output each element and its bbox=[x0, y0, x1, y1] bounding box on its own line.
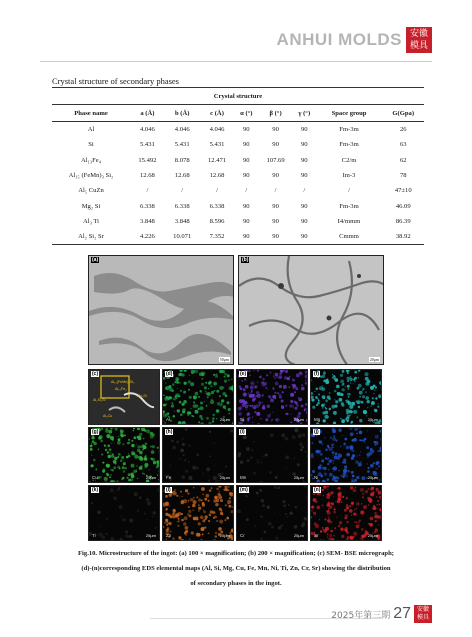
header-divider bbox=[40, 61, 432, 62]
table-cell: / bbox=[146, 187, 149, 195]
eds-map-label: (k) bbox=[92, 487, 99, 493]
eds-map-scalebar: 25μm bbox=[293, 475, 304, 480]
table-row bbox=[52, 153, 424, 168]
footer-logo-bottom: 模具 bbox=[416, 614, 429, 621]
page-number: 27 bbox=[393, 605, 411, 622]
table-cell: 90 bbox=[243, 126, 250, 134]
table-cell: Al₁₃Fe₄ bbox=[80, 156, 102, 164]
panel-b-texture bbox=[239, 256, 384, 365]
eds-element-symbol: Fe bbox=[166, 475, 172, 480]
table-cell: 90 bbox=[272, 217, 279, 225]
table-cell: 7.352 bbox=[200, 229, 235, 245]
sem-annotation-al13fe4: Al₁₃Fe₄ bbox=[115, 387, 127, 391]
panel-a-scalebar: 50μm bbox=[219, 357, 229, 362]
table-cell: Fm-3m bbox=[339, 126, 359, 134]
table-cell: 12.471 bbox=[207, 156, 227, 164]
table-cell: 4.046 bbox=[139, 126, 155, 134]
eds-map-scalebar: 25μm bbox=[145, 475, 156, 480]
eds-map-cr bbox=[236, 485, 308, 541]
table-title: Crystal structure of secondary phases bbox=[52, 76, 179, 86]
sem-annotation-mg2si: Mg₂Si bbox=[137, 394, 147, 398]
eds-map-label: (h) bbox=[166, 429, 173, 435]
table-cell: Fm-3m bbox=[339, 141, 359, 149]
table-row bbox=[52, 214, 424, 229]
eds-map-si bbox=[236, 369, 308, 425]
eds-element-symbol: Ti bbox=[92, 533, 96, 538]
figure-caption-line-1: Fig.10. Microstructure of the ingot: (a) 100 × magnification; (b) 200 × magnification; (c) SEM- BSE micrograph; bbox=[78, 550, 394, 557]
table-cell: 8.078 bbox=[174, 156, 190, 164]
table-cell: Im-3 bbox=[342, 172, 356, 180]
table-cell: Cmmm bbox=[316, 229, 383, 245]
table-cell: 12.68 bbox=[139, 172, 155, 180]
table-cell: 6.338 bbox=[174, 202, 190, 210]
table-cell: Al₃ Ti bbox=[82, 217, 100, 225]
table-cell: 47±10 bbox=[394, 187, 412, 195]
table-cell: 5.431 bbox=[174, 141, 190, 149]
table-cell: 90 bbox=[300, 202, 308, 210]
table-header-row bbox=[52, 105, 424, 122]
table-cell: 90 bbox=[300, 217, 308, 225]
eds-map-label: (f) bbox=[314, 371, 319, 377]
eds-map-scalebar: 25μm bbox=[293, 533, 304, 538]
table-cell: Al₅ CuZn bbox=[78, 187, 104, 195]
table-cell: / bbox=[348, 187, 350, 195]
eds-map-scalebar: 25μm bbox=[145, 533, 156, 538]
eds-map-scalebar: 25μm bbox=[219, 417, 230, 422]
table-cell: / bbox=[181, 187, 184, 195]
table-body bbox=[52, 122, 424, 245]
eds-map-cu bbox=[88, 427, 160, 483]
panel-b-label: (b) bbox=[242, 257, 249, 263]
table-cell: 4.046 bbox=[174, 126, 190, 134]
panel-a-optical-100x bbox=[88, 255, 234, 365]
eds-map-al bbox=[162, 369, 234, 425]
table-cell: 90 bbox=[234, 229, 258, 245]
panel-a-texture bbox=[89, 256, 234, 365]
eds-map-label: (l) bbox=[166, 487, 171, 493]
table-cell: 90 bbox=[272, 202, 279, 210]
table-cell: 12.68 bbox=[209, 172, 225, 180]
table-cell: 90 bbox=[243, 156, 250, 164]
footer-logo bbox=[414, 605, 432, 623]
table-cell: 90 bbox=[272, 126, 279, 134]
table-row bbox=[52, 229, 424, 245]
table-cell: 90 bbox=[258, 229, 293, 245]
eds-map-label: (n) bbox=[314, 487, 321, 493]
table-cell: 5.431 bbox=[209, 141, 225, 149]
table-row bbox=[52, 137, 424, 152]
eds-map-scalebar: 25μm bbox=[219, 475, 230, 480]
table-cell: C2/m bbox=[341, 156, 357, 164]
figure-caption-line-2: (d)-(n)corresponding EDS elemental maps (Al, Si, Mg, Cu, Fe, Mn, Ni, Ti, Zn, Cr, Sr) showing the distribution bbox=[81, 565, 391, 572]
table-cell: 90 bbox=[243, 172, 250, 180]
panel-b-scalebar: 20μm bbox=[369, 357, 379, 362]
column-header: a (Å) bbox=[130, 105, 165, 122]
micrograph-figure bbox=[88, 255, 384, 545]
table-cell: 86.39 bbox=[395, 217, 411, 225]
table-cell: 78 bbox=[399, 172, 407, 180]
eds-element-symbol: Mn bbox=[240, 475, 247, 480]
eds-map-label: (i) bbox=[240, 429, 245, 435]
sem-annotation-al2cu: Al₂Cu bbox=[103, 414, 113, 418]
eds-map-ni bbox=[310, 427, 382, 483]
eds-map-fe bbox=[162, 427, 234, 483]
panel-a-label: (a) bbox=[92, 257, 99, 263]
eds-element-symbol: Si bbox=[240, 417, 245, 422]
eds-map-dots bbox=[237, 486, 308, 540]
table-cell: 90 bbox=[272, 141, 279, 149]
table-cell: 63 bbox=[399, 141, 407, 149]
page-header bbox=[0, 0, 472, 60]
table-cell: 90 bbox=[293, 229, 316, 245]
table-cell: 10.071 bbox=[165, 229, 200, 245]
table-cell: 90 bbox=[243, 217, 250, 225]
table-row bbox=[52, 198, 424, 213]
eds-element-symbol: Mg bbox=[314, 417, 321, 422]
column-header: γ (°) bbox=[293, 105, 316, 122]
sem-annotation-al15femnsi2: Al₁₅(FeMn)₃Si₂ bbox=[111, 380, 135, 384]
table-row bbox=[52, 168, 424, 183]
eds-map-scalebar: 25μm bbox=[367, 417, 378, 422]
table-cell: 12.68 bbox=[174, 172, 190, 180]
table-cell: 3.848 bbox=[174, 217, 190, 225]
brand-logo bbox=[406, 27, 432, 53]
page-footer bbox=[331, 605, 432, 623]
table-cell: 15.492 bbox=[138, 156, 157, 164]
column-header: c (Å) bbox=[200, 105, 235, 122]
sem-annotation-al2si2sr: Al₂Si₂Sr bbox=[93, 398, 106, 402]
table-cell: / bbox=[303, 187, 306, 195]
table-cell: 46.09 bbox=[395, 202, 411, 210]
table-row bbox=[52, 183, 424, 198]
brand-name: ANHUI MOLDS bbox=[276, 30, 402, 49]
table-cell: 90 bbox=[243, 202, 250, 210]
issue-label: 2025年第三期 bbox=[331, 610, 391, 621]
eds-map-ti bbox=[88, 485, 160, 541]
table-cell: Al₁₅ (FeMn)₃ Si₂ bbox=[68, 172, 114, 180]
table-cell: Mg₂ Si bbox=[81, 202, 101, 210]
table-cell: Si bbox=[88, 141, 94, 149]
table-row bbox=[52, 122, 424, 138]
table-cell: 3.848 bbox=[139, 217, 155, 225]
eds-map-label: (j) bbox=[314, 429, 319, 435]
figure-caption-line-3: of secondary phases in the ingot. bbox=[190, 580, 282, 587]
eds-map-mn bbox=[236, 427, 308, 483]
eds-map-label: (m) bbox=[240, 487, 248, 493]
column-header: b (Å) bbox=[165, 105, 200, 122]
table-cell: 90 bbox=[243, 141, 250, 149]
table-cell: 90 bbox=[272, 172, 279, 180]
table-cell: Al bbox=[87, 126, 95, 134]
crystal-structure-table bbox=[52, 87, 424, 245]
eds-map-scalebar: 25μm bbox=[367, 533, 378, 538]
eds-map-sr bbox=[310, 485, 382, 541]
footer-logo-top: 安徽 bbox=[416, 606, 429, 613]
table-cell: / bbox=[245, 187, 248, 195]
table-cell: 4.046 bbox=[209, 126, 225, 134]
column-header: α (°) bbox=[234, 105, 258, 122]
column-header: Phase name bbox=[52, 105, 130, 122]
eds-map-label: (e) bbox=[240, 371, 247, 377]
table-cell: 90 bbox=[300, 156, 308, 164]
logo-text-bottom: 模具 bbox=[409, 41, 428, 51]
table-cell: 62 bbox=[399, 156, 407, 164]
eds-element-symbol: Cr bbox=[240, 533, 245, 538]
panel-c-sem-bse bbox=[88, 369, 160, 425]
table-cell: 26 bbox=[399, 126, 407, 134]
table-cell: Fm-3m bbox=[339, 202, 359, 210]
table-cell: 38.92 bbox=[382, 229, 424, 245]
table-caption: Crystal structure bbox=[52, 88, 424, 105]
eds-element-symbol: Zn bbox=[166, 533, 172, 538]
panel-c-label: (c) bbox=[92, 371, 99, 377]
table-cell: 8.596 bbox=[209, 217, 225, 225]
column-header: G(Gpa) bbox=[382, 105, 424, 122]
eds-element-symbol: Ni bbox=[314, 475, 319, 480]
eds-map-label: (g) bbox=[92, 429, 99, 435]
table-cell: 90 bbox=[300, 172, 308, 180]
table-cell: 6.338 bbox=[209, 202, 225, 210]
column-header: Space group bbox=[316, 105, 383, 122]
logo-text-top: 安徽 bbox=[409, 29, 428, 39]
table-cell: Al₂ Si₂ Sr bbox=[52, 229, 130, 245]
eds-map-scalebar: 25μm bbox=[367, 475, 378, 480]
table-cell: 6.338 bbox=[139, 202, 155, 210]
column-header: β (°) bbox=[258, 105, 293, 122]
eds-map-zn bbox=[162, 485, 234, 541]
eds-element-symbol: Cu bbox=[92, 475, 98, 480]
table-cell: 4.226 bbox=[130, 229, 165, 245]
eds-map-scalebar: 25μm bbox=[219, 533, 230, 538]
table-cell: 107.69 bbox=[266, 156, 285, 164]
table-cell: 5.431 bbox=[139, 141, 155, 149]
table-cell: 90 bbox=[300, 126, 308, 134]
eds-element-symbol: Al bbox=[166, 417, 171, 422]
table-cell: 90 bbox=[300, 141, 308, 149]
eds-map-label: (d) bbox=[166, 371, 173, 377]
eds-map-mg bbox=[310, 369, 382, 425]
table-cell: / bbox=[216, 187, 218, 195]
eds-element-symbol: Sr bbox=[314, 533, 319, 538]
table-cell: I4/mmm bbox=[337, 217, 361, 225]
panel-b-optical-200x bbox=[238, 255, 384, 365]
table-cell: / bbox=[274, 187, 277, 195]
eds-map-scalebar: 25μm bbox=[293, 417, 304, 422]
